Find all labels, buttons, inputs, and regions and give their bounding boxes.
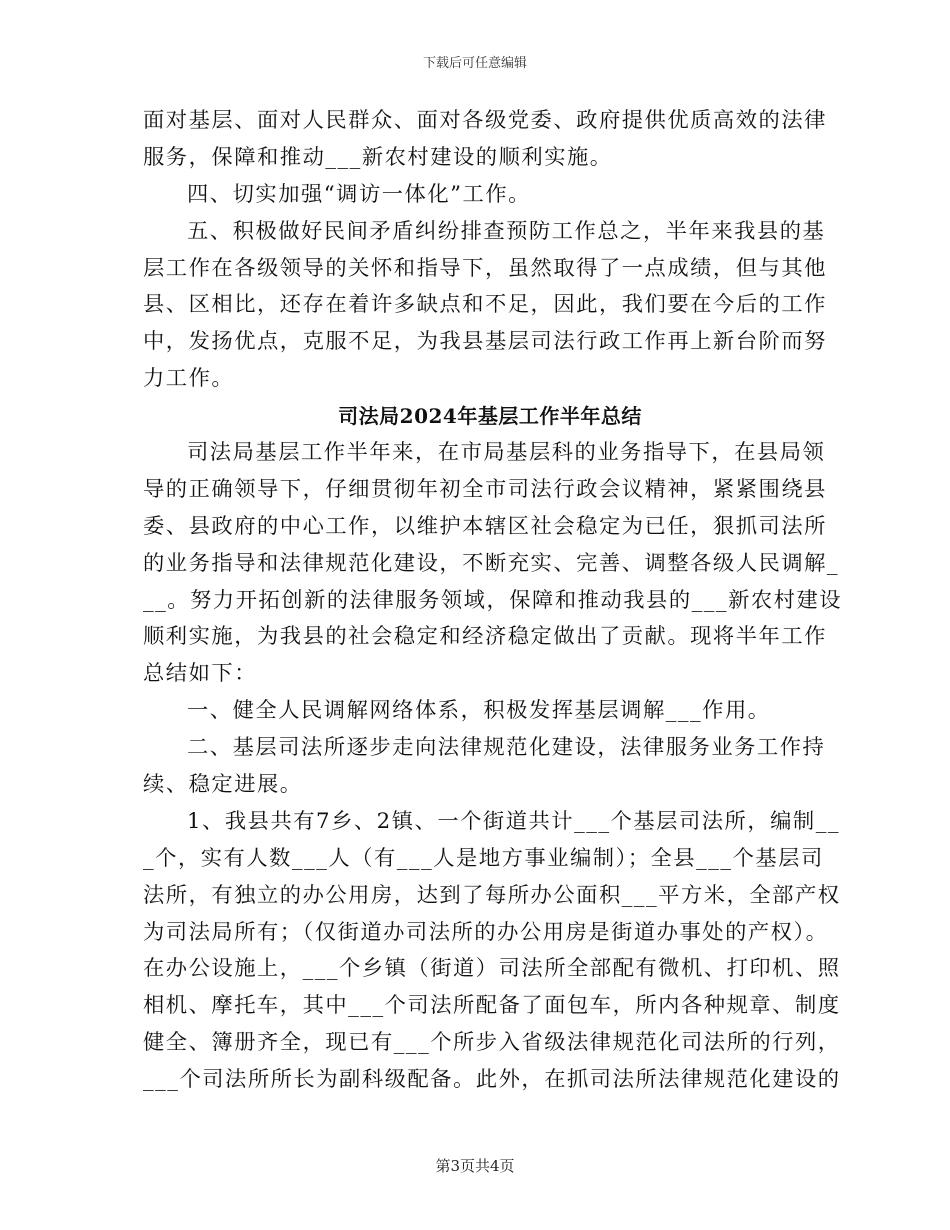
paragraph-line: 的业务指导和法律规范化建设，不断充实、完善、调整各级人民调解_	[143, 550, 840, 576]
paragraph-line: 导的正确领导下，仔细贯彻年初全市司法行政会议精神，紧紧围绕县	[143, 476, 827, 502]
page-number: 第3页共4页	[435, 1157, 515, 1175]
paragraph-line: 法所，有独立的办公用房，达到了每所办公面积___平方米，全部产权	[143, 882, 841, 908]
paragraph-line: 一、健全人民调解网络体系，积极发挥基层调解___作用。	[187, 698, 771, 724]
page-header: 下载后可任意编辑	[422, 56, 527, 71]
paragraph-line: 委、县政府的中心工作，以维护本辖区社会稳定为已任，狠抓司法所	[143, 513, 827, 539]
paragraph-line: 1、我县共有7乡、2镇、一个街道共计___个基层司法所，编制__	[187, 808, 841, 834]
paragraph-line: _个，实有人数___人（有___人是地方事业编制）；全县___个基层司	[143, 845, 824, 871]
paragraph-line: 面对基层、面对人民群众、面对各级党委、政府提供优质高效的法律	[143, 108, 827, 133]
paragraph-line: 县、区相比，还存在着许多缺点和不足，因此，我们要在今后的工作	[143, 292, 827, 318]
paragraph-line: 续、稳定进展。	[143, 772, 303, 798]
paragraph-line: 四、切实加强“调访一体化”工作。	[187, 181, 531, 207]
paragraph-line: 顺利实施，为我县的社会稳定和经济稳定做出了贡献。现将半年工作	[143, 624, 827, 650]
paragraph-line: 为司法局所有；（仅街道办司法所的办公用房是街道办事处的产权）。	[143, 919, 829, 945]
paragraph-line: __。努力开拓创新的法律服务领域，保障和推动我县的___新农村建设	[143, 587, 843, 613]
paragraph-line: 相机、摩托车，其中___个司法所配备了面包车，所内各种规章、制度	[143, 993, 841, 1019]
document-body	[143, 103, 843, 1099]
paragraph-line: 中，发扬优点，克服不足，为我县基层司法行政工作再上新台阶而努	[143, 329, 827, 355]
paragraph-line: 五、积极做好民间矛盾纠纷排查预防工作总之，半年来我县的基	[187, 218, 826, 244]
paragraph-line: 二、基层司法所逐步走向法律规范化建设，法律服务业务工作持	[187, 735, 826, 761]
paragraph-line: 总结如下：	[143, 661, 257, 687]
paragraph-line: 司法局基层工作半年来，在市局基层科的业务指导下，在县局领	[187, 440, 826, 466]
document-title: 司法局2024年基层工作半年总结	[338, 404, 642, 429]
paragraph-line: 层工作在各级领导的关怀和指导下，虽然取得了一点成绩，但与其他	[143, 255, 827, 281]
paragraph-line: 在办公设施上，___个乡镇（街道）司法所全部配有微机、打印机、照	[143, 956, 841, 982]
paragraph-line: 服务，保障和推动___新农村建设的顺利实施。	[143, 144, 613, 170]
paragraph-line: 力工作。	[143, 366, 235, 392]
paragraph-line: ___个司法所所长为副科级配备。此外，在抓司法所法律规范化建设的	[143, 1067, 841, 1093]
paragraph-line: 健全、簿册齐全，现已有___个所步入省级法律规范化司法所的行列，	[143, 1030, 841, 1056]
